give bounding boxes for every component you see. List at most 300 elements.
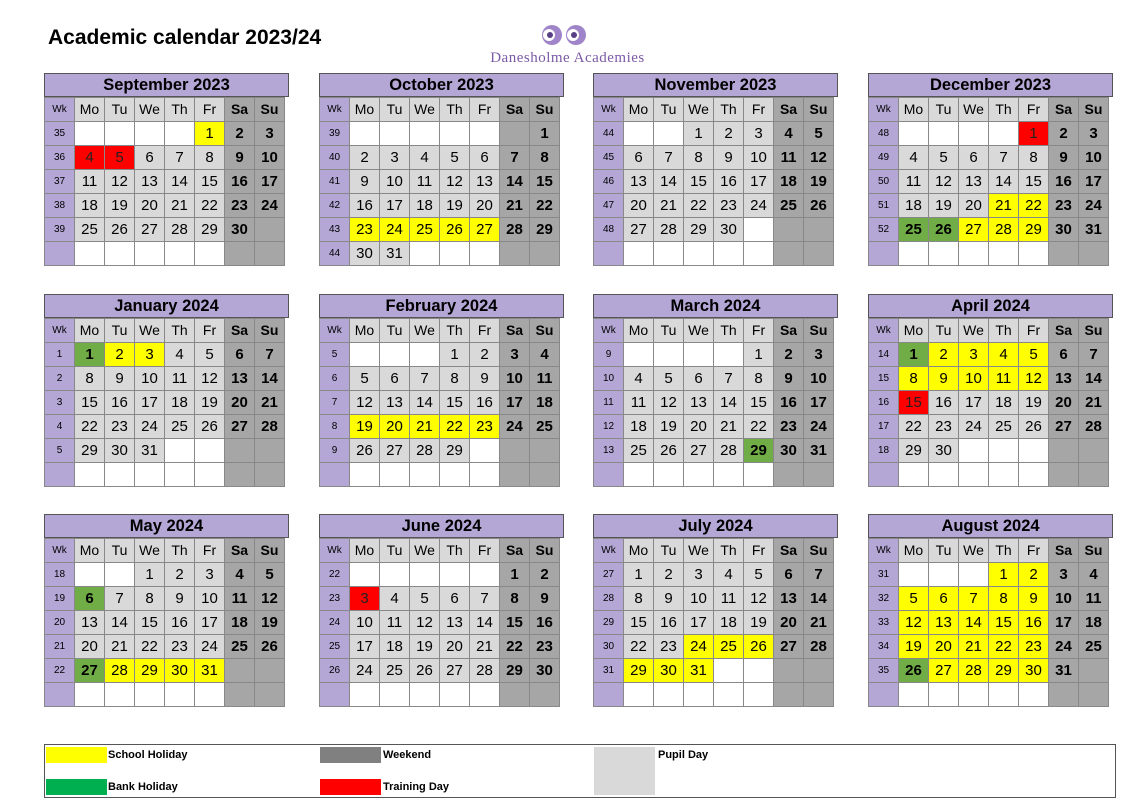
day-cell: 8 bbox=[500, 587, 530, 611]
day-cell: 18 bbox=[380, 635, 410, 659]
day-cell: 3 bbox=[1049, 563, 1079, 587]
weekday-header: Su bbox=[530, 539, 560, 563]
day-cell: 27 bbox=[959, 218, 989, 242]
week-number: 46 bbox=[594, 170, 624, 194]
weekday-header: Wk bbox=[869, 98, 899, 122]
empty-day-cell bbox=[255, 463, 285, 487]
day-cell: 11 bbox=[714, 587, 744, 611]
weekday-header: Th bbox=[440, 539, 470, 563]
empty-day-cell bbox=[1079, 242, 1109, 266]
day-cell: 28 bbox=[105, 659, 135, 683]
weekday-header: Th bbox=[714, 319, 744, 343]
week-number: 29 bbox=[594, 611, 624, 635]
day-cell: 16 bbox=[1049, 170, 1079, 194]
empty-day-cell bbox=[440, 563, 470, 587]
empty-day-cell bbox=[165, 439, 195, 463]
week-number: 10 bbox=[594, 367, 624, 391]
empty-day-cell bbox=[225, 463, 255, 487]
day-cell: 27 bbox=[135, 218, 165, 242]
day-cell: 26 bbox=[440, 218, 470, 242]
month-may-2024 bbox=[44, 514, 289, 711]
empty-day-cell bbox=[195, 439, 225, 463]
week-number: 47 bbox=[594, 194, 624, 218]
day-cell: 15 bbox=[195, 170, 225, 194]
weekday-header: Sa bbox=[1049, 98, 1079, 122]
day-cell: 8 bbox=[744, 367, 774, 391]
day-cell: 26 bbox=[929, 218, 959, 242]
weekday-header: Sa bbox=[774, 539, 804, 563]
day-cell: 14 bbox=[470, 611, 500, 635]
empty-day-cell bbox=[1019, 439, 1049, 463]
day-cell: 11 bbox=[624, 391, 654, 415]
day-cell: 6 bbox=[440, 587, 470, 611]
day-cell: 8 bbox=[684, 146, 714, 170]
day-cell: 13 bbox=[929, 611, 959, 635]
logo-text: Danesholme Academies bbox=[490, 50, 645, 66]
empty-day-cell bbox=[624, 343, 654, 367]
week-number bbox=[594, 242, 624, 266]
day-cell: 10 bbox=[744, 146, 774, 170]
day-cell: 29 bbox=[195, 218, 225, 242]
day-cell: 3 bbox=[195, 563, 225, 587]
day-cell: 2 bbox=[530, 563, 560, 587]
day-cell: 28 bbox=[959, 659, 989, 683]
day-cell: 29 bbox=[989, 659, 1019, 683]
week-number: 32 bbox=[869, 587, 899, 611]
week-number: 6 bbox=[320, 367, 350, 391]
week-number: 4 bbox=[45, 415, 75, 439]
day-cell: 24 bbox=[744, 194, 774, 218]
empty-day-cell bbox=[1079, 683, 1109, 707]
day-cell: 1 bbox=[500, 563, 530, 587]
empty-day-cell bbox=[195, 683, 225, 707]
empty-day-cell bbox=[440, 463, 470, 487]
day-cell: 10 bbox=[135, 367, 165, 391]
weekday-header: Th bbox=[165, 319, 195, 343]
empty-day-cell bbox=[1019, 683, 1049, 707]
month-title: October 2023 bbox=[319, 73, 564, 97]
weekday-header: Wk bbox=[869, 539, 899, 563]
weekday-header: Mo bbox=[624, 98, 654, 122]
day-cell: 7 bbox=[714, 367, 744, 391]
day-cell: 25 bbox=[1079, 635, 1109, 659]
weekday-header: Tu bbox=[654, 539, 684, 563]
day-cell: 5 bbox=[899, 587, 929, 611]
weekday-header: Th bbox=[165, 98, 195, 122]
day-cell: 22 bbox=[530, 194, 560, 218]
day-cell: 21 bbox=[804, 611, 834, 635]
day-cell: 30 bbox=[225, 218, 255, 242]
day-cell: 20 bbox=[959, 194, 989, 218]
day-cell: 2 bbox=[1049, 122, 1079, 146]
day-cell: 26 bbox=[350, 439, 380, 463]
day-cell: 4 bbox=[380, 587, 410, 611]
weekday-header: Su bbox=[804, 539, 834, 563]
empty-day-cell bbox=[929, 683, 959, 707]
day-cell: 18 bbox=[530, 391, 560, 415]
day-cell: 26 bbox=[804, 194, 834, 218]
day-cell: 14 bbox=[804, 587, 834, 611]
day-cell: 10 bbox=[350, 611, 380, 635]
day-cell: 19 bbox=[195, 391, 225, 415]
day-cell: 9 bbox=[225, 146, 255, 170]
month-april-2024 bbox=[868, 294, 1113, 491]
empty-day-cell bbox=[624, 242, 654, 266]
month-title: November 2023 bbox=[593, 73, 838, 97]
weekday-header: Sa bbox=[225, 539, 255, 563]
empty-day-cell bbox=[255, 439, 285, 463]
week-number: 31 bbox=[869, 563, 899, 587]
week-number: 22 bbox=[45, 659, 75, 683]
day-cell: 30 bbox=[929, 439, 959, 463]
week-number: 28 bbox=[594, 587, 624, 611]
week-number: 48 bbox=[594, 218, 624, 242]
week-number: 5 bbox=[320, 343, 350, 367]
day-cell: 8 bbox=[530, 146, 560, 170]
day-cell: 10 bbox=[1049, 587, 1079, 611]
day-cell: 1 bbox=[1019, 122, 1049, 146]
day-cell: 11 bbox=[1079, 587, 1109, 611]
week-number bbox=[45, 683, 75, 707]
day-cell: 4 bbox=[774, 122, 804, 146]
month-march-2024 bbox=[593, 294, 838, 491]
day-cell: 28 bbox=[1079, 415, 1109, 439]
weekday-header: We bbox=[684, 539, 714, 563]
day-cell: 3 bbox=[959, 343, 989, 367]
day-cell: 19 bbox=[1019, 391, 1049, 415]
week-number: 38 bbox=[45, 194, 75, 218]
empty-day-cell bbox=[1049, 242, 1079, 266]
empty-day-cell bbox=[624, 463, 654, 487]
empty-day-cell bbox=[714, 343, 744, 367]
day-cell: 6 bbox=[225, 343, 255, 367]
day-cell: 7 bbox=[470, 587, 500, 611]
empty-day-cell bbox=[530, 242, 560, 266]
day-cell: 24 bbox=[804, 415, 834, 439]
day-cell: 9 bbox=[350, 170, 380, 194]
weekday-header: Tu bbox=[380, 319, 410, 343]
day-cell: 15 bbox=[624, 611, 654, 635]
weekday-header: Sa bbox=[1049, 319, 1079, 343]
day-cell: 16 bbox=[714, 170, 744, 194]
day-cell: 20 bbox=[440, 635, 470, 659]
day-cell: 17 bbox=[500, 391, 530, 415]
weekday-header: Su bbox=[530, 98, 560, 122]
empty-day-cell bbox=[350, 683, 380, 707]
empty-day-cell bbox=[684, 463, 714, 487]
legend-label-pupil-day: Pupil Day bbox=[658, 749, 709, 761]
empty-day-cell bbox=[380, 122, 410, 146]
weekday-header: Fr bbox=[744, 98, 774, 122]
empty-day-cell bbox=[165, 463, 195, 487]
day-cell: 28 bbox=[410, 439, 440, 463]
weekday-header: Th bbox=[714, 98, 744, 122]
empty-day-cell bbox=[1019, 463, 1049, 487]
day-cell: 13 bbox=[624, 170, 654, 194]
weekday-header: Sa bbox=[500, 319, 530, 343]
weekday-header: Mo bbox=[899, 539, 929, 563]
empty-day-cell bbox=[195, 463, 225, 487]
empty-day-cell bbox=[804, 218, 834, 242]
day-cell: 7 bbox=[1079, 343, 1109, 367]
day-cell: 24 bbox=[255, 194, 285, 218]
empty-day-cell bbox=[654, 242, 684, 266]
day-cell: 6 bbox=[380, 367, 410, 391]
day-cell: 23 bbox=[470, 415, 500, 439]
day-cell: 27 bbox=[774, 635, 804, 659]
empty-day-cell bbox=[195, 242, 225, 266]
day-cell: 18 bbox=[1079, 611, 1109, 635]
week-number bbox=[320, 683, 350, 707]
legend-label-school-holiday: School Holiday bbox=[108, 749, 188, 761]
month-december-2023 bbox=[868, 73, 1113, 270]
day-cell: 2 bbox=[350, 146, 380, 170]
day-cell: 7 bbox=[989, 146, 1019, 170]
weekday-header: Fr bbox=[1019, 98, 1049, 122]
empty-day-cell bbox=[774, 463, 804, 487]
day-cell: 27 bbox=[75, 659, 105, 683]
logo-swirl-icon bbox=[470, 22, 665, 50]
month-title: January 2024 bbox=[44, 294, 289, 318]
empty-day-cell bbox=[470, 463, 500, 487]
weekday-header: We bbox=[135, 539, 165, 563]
weekday-header: Mo bbox=[624, 539, 654, 563]
day-cell: 26 bbox=[195, 415, 225, 439]
empty-day-cell bbox=[75, 683, 105, 707]
day-cell: 12 bbox=[804, 146, 834, 170]
weekday-header: Fr bbox=[1019, 319, 1049, 343]
day-cell: 22 bbox=[440, 415, 470, 439]
day-cell: 30 bbox=[654, 659, 684, 683]
day-cell: 11 bbox=[989, 367, 1019, 391]
weekday-header: Wk bbox=[594, 319, 624, 343]
day-cell: 28 bbox=[165, 218, 195, 242]
day-cell: 25 bbox=[774, 194, 804, 218]
empty-day-cell bbox=[255, 683, 285, 707]
week-number bbox=[869, 242, 899, 266]
weekday-header: We bbox=[959, 319, 989, 343]
empty-day-cell bbox=[744, 659, 774, 683]
day-cell: 7 bbox=[410, 367, 440, 391]
day-cell: 20 bbox=[225, 391, 255, 415]
day-cell: 2 bbox=[105, 343, 135, 367]
day-cell: 8 bbox=[195, 146, 225, 170]
day-cell: 19 bbox=[804, 170, 834, 194]
empty-day-cell bbox=[350, 563, 380, 587]
empty-day-cell bbox=[350, 122, 380, 146]
empty-day-cell bbox=[1049, 683, 1079, 707]
empty-day-cell bbox=[470, 242, 500, 266]
day-cell: 9 bbox=[1019, 587, 1049, 611]
day-cell: 19 bbox=[105, 194, 135, 218]
day-cell: 2 bbox=[654, 563, 684, 587]
week-number: 41 bbox=[320, 170, 350, 194]
week-number: 20 bbox=[45, 611, 75, 635]
weekday-header: Wk bbox=[320, 539, 350, 563]
day-cell: 29 bbox=[744, 439, 774, 463]
day-cell: 19 bbox=[929, 194, 959, 218]
empty-day-cell bbox=[959, 122, 989, 146]
week-number bbox=[594, 463, 624, 487]
day-cell: 6 bbox=[75, 587, 105, 611]
day-cell: 16 bbox=[105, 391, 135, 415]
day-cell: 4 bbox=[410, 146, 440, 170]
empty-day-cell bbox=[380, 463, 410, 487]
day-cell: 15 bbox=[989, 611, 1019, 635]
day-cell: 12 bbox=[440, 170, 470, 194]
day-cell: 29 bbox=[624, 659, 654, 683]
day-cell: 31 bbox=[195, 659, 225, 683]
weekday-header: Sa bbox=[1049, 539, 1079, 563]
weekday-header: Wk bbox=[45, 319, 75, 343]
empty-day-cell bbox=[410, 563, 440, 587]
week-number: 27 bbox=[594, 563, 624, 587]
day-cell: 21 bbox=[989, 194, 1019, 218]
day-cell: 24 bbox=[195, 635, 225, 659]
day-cell: 1 bbox=[530, 122, 560, 146]
week-number: 17 bbox=[869, 415, 899, 439]
empty-day-cell bbox=[804, 242, 834, 266]
empty-day-cell bbox=[714, 463, 744, 487]
day-cell: 2 bbox=[1019, 563, 1049, 587]
day-cell: 13 bbox=[774, 587, 804, 611]
day-cell: 12 bbox=[105, 170, 135, 194]
weekday-header: Tu bbox=[929, 98, 959, 122]
empty-day-cell bbox=[744, 683, 774, 707]
empty-day-cell bbox=[470, 563, 500, 587]
week-number: 52 bbox=[869, 218, 899, 242]
empty-day-cell bbox=[500, 439, 530, 463]
empty-day-cell bbox=[774, 218, 804, 242]
day-cell: 27 bbox=[1049, 415, 1079, 439]
day-cell: 24 bbox=[959, 415, 989, 439]
empty-day-cell bbox=[684, 242, 714, 266]
month-june-2024 bbox=[319, 514, 564, 711]
day-cell: 15 bbox=[744, 391, 774, 415]
day-cell: 18 bbox=[899, 194, 929, 218]
weekday-header: Su bbox=[255, 319, 285, 343]
weekday-header: Wk bbox=[594, 98, 624, 122]
day-cell: 2 bbox=[774, 343, 804, 367]
day-cell: 23 bbox=[530, 635, 560, 659]
day-cell: 1 bbox=[135, 563, 165, 587]
day-cell: 27 bbox=[380, 439, 410, 463]
legend-label-training-day: Training Day bbox=[383, 781, 450, 793]
empty-day-cell bbox=[350, 463, 380, 487]
day-cell: 20 bbox=[470, 194, 500, 218]
day-cell: 8 bbox=[1019, 146, 1049, 170]
week-number: 35 bbox=[869, 659, 899, 683]
day-cell: 24 bbox=[1049, 635, 1079, 659]
empty-day-cell bbox=[714, 659, 744, 683]
day-cell: 23 bbox=[105, 415, 135, 439]
day-cell: 9 bbox=[714, 146, 744, 170]
week-number: 8 bbox=[320, 415, 350, 439]
day-cell: 3 bbox=[684, 563, 714, 587]
day-cell: 29 bbox=[899, 439, 929, 463]
month-january-2024 bbox=[44, 294, 289, 491]
day-cell: 9 bbox=[530, 587, 560, 611]
month-title: June 2024 bbox=[319, 514, 564, 538]
weekday-header: Su bbox=[1079, 98, 1109, 122]
weekday-header: Mo bbox=[75, 98, 105, 122]
day-cell: 20 bbox=[1049, 391, 1079, 415]
day-cell: 6 bbox=[774, 563, 804, 587]
day-cell: 5 bbox=[1019, 343, 1049, 367]
weekday-header: Mo bbox=[350, 539, 380, 563]
day-cell: 28 bbox=[470, 659, 500, 683]
day-cell: 8 bbox=[899, 367, 929, 391]
week-number: 12 bbox=[594, 415, 624, 439]
week-number bbox=[320, 463, 350, 487]
day-cell: 1 bbox=[440, 343, 470, 367]
day-cell: 14 bbox=[714, 391, 744, 415]
week-number: 36 bbox=[45, 146, 75, 170]
day-cell: 24 bbox=[380, 218, 410, 242]
weekday-header: Tu bbox=[105, 98, 135, 122]
day-cell: 21 bbox=[1079, 391, 1109, 415]
day-cell: 24 bbox=[350, 659, 380, 683]
day-cell: 22 bbox=[684, 194, 714, 218]
day-cell: 13 bbox=[380, 391, 410, 415]
weekday-header: Sa bbox=[774, 319, 804, 343]
weekday-header: Su bbox=[255, 539, 285, 563]
day-cell: 17 bbox=[744, 170, 774, 194]
empty-day-cell bbox=[410, 122, 440, 146]
day-cell: 20 bbox=[774, 611, 804, 635]
day-cell: 24 bbox=[135, 415, 165, 439]
week-number: 30 bbox=[594, 635, 624, 659]
day-cell: 23 bbox=[225, 194, 255, 218]
day-cell: 16 bbox=[225, 170, 255, 194]
weekday-header: Mo bbox=[899, 319, 929, 343]
weekday-header: Th bbox=[714, 539, 744, 563]
day-cell: 29 bbox=[530, 218, 560, 242]
month-november-2023 bbox=[593, 73, 838, 270]
week-number: 18 bbox=[869, 439, 899, 463]
day-cell: 16 bbox=[929, 391, 959, 415]
day-cell: 6 bbox=[684, 367, 714, 391]
weekday-header: Sa bbox=[500, 98, 530, 122]
day-cell: 1 bbox=[624, 563, 654, 587]
empty-day-cell bbox=[654, 683, 684, 707]
legend-swatch-weekend bbox=[320, 747, 381, 763]
day-cell: 19 bbox=[899, 635, 929, 659]
empty-day-cell bbox=[1019, 242, 1049, 266]
weekday-header: We bbox=[684, 319, 714, 343]
day-cell: 20 bbox=[624, 194, 654, 218]
day-cell: 16 bbox=[774, 391, 804, 415]
day-cell: 30 bbox=[774, 439, 804, 463]
month-title: July 2024 bbox=[593, 514, 838, 538]
day-cell: 31 bbox=[1049, 659, 1079, 683]
day-cell: 6 bbox=[470, 146, 500, 170]
weekday-header: Fr bbox=[744, 319, 774, 343]
empty-day-cell bbox=[410, 463, 440, 487]
day-cell: 4 bbox=[714, 563, 744, 587]
day-cell: 17 bbox=[959, 391, 989, 415]
weekday-header: Th bbox=[165, 539, 195, 563]
day-cell: 3 bbox=[350, 587, 380, 611]
day-cell: 5 bbox=[105, 146, 135, 170]
day-cell: 31 bbox=[1079, 218, 1109, 242]
empty-day-cell bbox=[410, 242, 440, 266]
day-cell: 31 bbox=[804, 439, 834, 463]
empty-day-cell bbox=[804, 659, 834, 683]
day-cell: 10 bbox=[959, 367, 989, 391]
empty-day-cell bbox=[500, 463, 530, 487]
weekday-header: We bbox=[410, 539, 440, 563]
